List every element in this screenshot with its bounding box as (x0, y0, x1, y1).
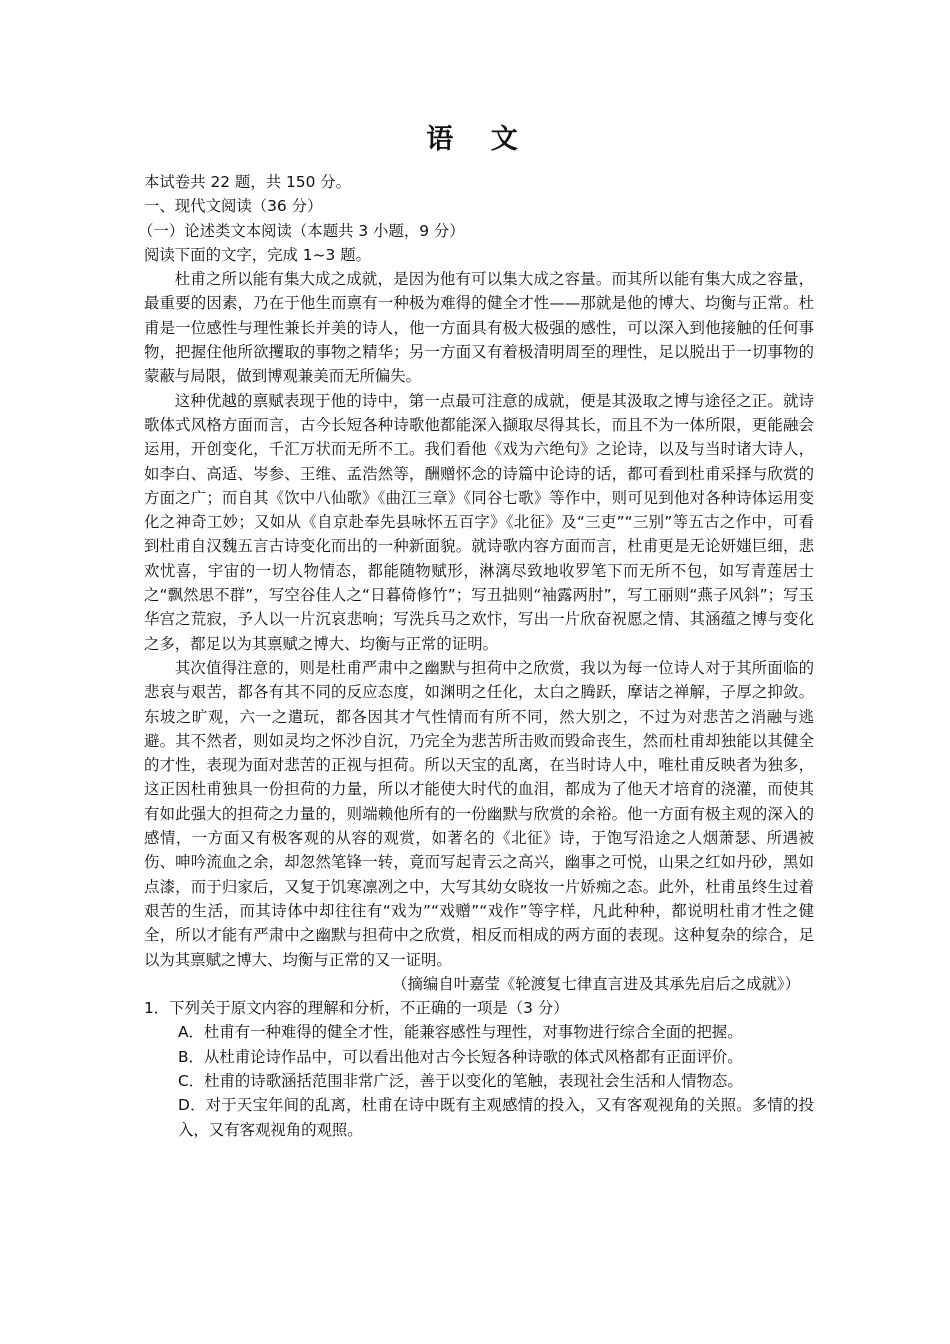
reading-instruction: 阅读下面的文字，完成 1~3 题。 (144, 245, 371, 264)
document-body (138, 170, 814, 1142)
paragraph-1: 杜甫之所以能有集大成之成就，是因为他有可以集大成之容量。而其所以能有集大成之容量，最重要的因素，乃在于他生而禀有一种极为难得的健全才性——那就是他的博大、均衡与正常。杜甫是一位感性与理性兼长并美的诗人，他一方面具有极大极强的感性，可以深入到他接触的任何事物，把握住他所欲攫取的事物之精华；另一方面又有着极清明周至的理性，足以脱出于一切事物的蒙蔽与局限，做到博观兼美而无所偏失。 (144, 270, 814, 386)
exam-info: 本试卷共 22 题，共 150 分。 (144, 173, 352, 191)
question-1-option-a: A．杜甫有一种难得的健全才性，能兼容感性与理性，对事物进行综合全面的把握。 (178, 1023, 743, 1042)
page-title: 语 文 (426, 124, 532, 155)
paragraph-3: 其次值得注意的，则是杜甫严肃中之幽默与担荷中之欣赏，我以为每一位诗人对于其所面临的悲哀与艰苦，都各有其不同的反应态度，如渊明之任化，太白之腾跃，摩诘之禅解，子厚之抑敛。东坡之旷观，六一之遣玩，都各因其才气性情而有所不同，然大别之，不过为对悲苦之消融与逃避。其不然者，则如灵均之怀沙自沉，乃完全为悲苦所击败而毁命丧生，然而杜甫却独能以其健全的才性，表现为面对悲苦的正视与担荷。所以天宝的乱离，在当时诗人中，唯杜甫反映者为独多，这正因杜甫独具一份担荷的力量，所以才能使大时代的血泪，都成为了他天才培育的浇灌，而使其有如此强大的担荷之力量的，则端赖他所有的一份幽默与欣赏的余裕。他一方面有极主观的深入的感情，一方面又有极客观的从容的观赏，如著名的《北征》诗，于饱写沿途之人烟萧瑟、所遇被伤、呻吟流血之余，却忽然笔锋一转，竟而写起青云之高兴，幽事之可悦，山果之红如丹砂，黑如点漆，而于归家后，又复于饥寒凛冽之中，大写其幼女晓妆一片娇痴之态。此外，杜甫虽终生过着艰苦的生活，而其诗体中却往往有“戏为”“戏赠”“戏作”等字样，凡此种种，都说明杜甫才性之健全，所以才能有严肃中之幽默与担荷中之欣赏，相反而相成的两方面的表现。这种复杂的综合，足以为其禀赋之博大、均衡与正常的又一证明。 (144, 658, 814, 969)
question-1-option-c: C．杜甫的诗歌涵括范围非常广泛，善于以变化的笔触，表现社会生活和人情物态。 (178, 1071, 743, 1090)
source-citation: （摘编自叶嘉莹《轮渡复七律直言进及其承先启后之成就》） (392, 974, 800, 993)
subsection-heading: （一）论述类文本阅读（本题共 3 小题，9 分） (138, 221, 465, 240)
question-1-option-b: B．从杜甫论诗作品中，可以看出他对古今长短各种诗歌的体式风格都有正面评价。 (178, 1047, 743, 1066)
question-1-stem: 1．下列关于原文内容的理解和分析，不正确的一项是（3 分） (144, 999, 569, 1018)
paragraph-2: 这种优越的禀赋表现于他的诗中，第一点最可注意的成就，便是其汲取之博与途径之正。就诗歌体式风格方面而言，古今长短各种诗歌他都能深入撷取尽得其长，而且不为一体所限，更能融会运用，开创变化，千汇万状而无所不工。我们看他《戏为六绝句》之论诗，以及与当时诸大诗人，如李白、高适、岑参、王维、孟浩然等，酬赠怀念的诗篇中论诗的话，都可看到杜甫采择与欣赏的方面之广；而自其《饮中八仙歌》《曲江三章》《同谷七歌》等作中，则可见到他对各种诗体运用变化之神奇工妙；又如从《自京赴奉先县咏怀五百字》《北征》及“三吏”“三别”等五古之作中，可看到杜甫自汉魏五言古诗变化而出的一种新面貌。就诗歌内容方面而言，杜甫更是无论妍媸巨细，悲欢忧喜，宇宙的一切人物情态，都能随物赋形，淋漓尽致地收罗笔下而无所不包，如写青莲居士之“飘然思不群”，写空谷佳人之“日暮倚修竹”；写丑拙则“袖露两肘”，写工丽则“燕子风斜”；写玉华宫之荒寂，予人以一片沉哀悲响；写洗兵马之欢忭，写出一片欣奋祝愿之情、其涵蕴之博与变化之多，都足以为其禀赋之博大、均衡与正常的证明。 (144, 391, 814, 653)
question-1-option-d: D．对于天宝年间的乱离，杜甫在诗中既有主观感情的投入，又有客观视角的关照。多情的投入，又有客观视角的观照。 (178, 1096, 814, 1139)
section-heading: 一、现代文阅读（36 分） (144, 197, 323, 216)
